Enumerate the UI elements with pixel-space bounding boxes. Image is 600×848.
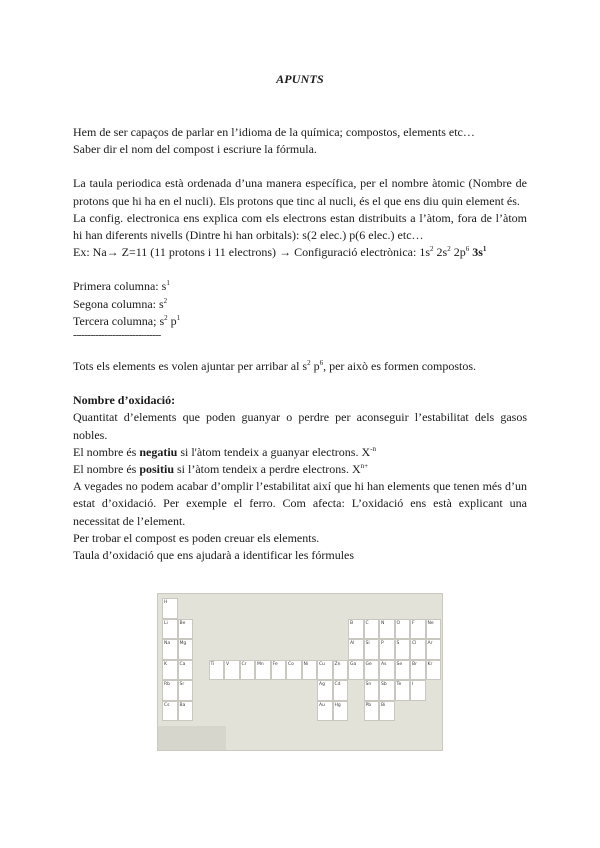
- periodic-table-paragraph: La taula periodica està ordenada d’una manera específica, per el nombre àtomic (Nombre de protons que hi ha en el nucli). Els protons que tinc al nucli, és el que ens diu quin element és.: [73, 176, 527, 208]
- element-cell: F: [410, 619, 426, 640]
- positive-line: El nombre és positiu si l’àtom tendeix a perdre electrons. $X^{n+}$: [73, 462, 369, 477]
- element-cell: As: [379, 660, 395, 681]
- element-cell: Li: [162, 619, 178, 640]
- element-cell: Be: [178, 619, 194, 640]
- element-cell: Ni: [302, 660, 318, 681]
- element-cell: N: [379, 619, 395, 640]
- element-cell: Co: [286, 660, 302, 681]
- column-3-line: Tercera columna; $s^2$ $p^1$: [73, 313, 181, 328]
- element-cell: Cr: [240, 660, 256, 681]
- element-cell: Mn: [255, 660, 271, 681]
- element-cell: Cs: [162, 701, 178, 722]
- element-cell: Kr: [426, 660, 442, 681]
- element-cell: Ag: [317, 680, 333, 701]
- element-cell: C: [364, 619, 380, 640]
- element-cell: K: [162, 660, 178, 681]
- compounds-line: Tots els elements es volen ajuntar per arribar al $s^2$ $p^6$, per això es formen compostos.: [73, 359, 477, 374]
- divider-line: -------------------------------: [73, 330, 161, 342]
- element-cell: Zn: [333, 660, 349, 681]
- element-cell: Ga: [348, 660, 364, 681]
- body-text: [73, 124, 527, 564]
- element-cell: P: [379, 639, 395, 660]
- element-cell: V: [224, 660, 240, 681]
- periodic-table-image: [157, 593, 443, 751]
- element-cell: Cu: [317, 660, 333, 681]
- element-cell: Mg: [178, 639, 194, 660]
- cross-elements-line: Per trobar el compost es poden creuar els elements.: [73, 530, 320, 545]
- element-cell: Al: [348, 639, 364, 660]
- column-1-line: Primera columna: $s^1$: [73, 279, 170, 294]
- element-cell: Ba: [178, 701, 194, 722]
- element-cell: B: [348, 619, 364, 640]
- oxidation-heading: Nombre d’oxidació:: [73, 393, 176, 408]
- element-cell: Ar: [426, 639, 442, 660]
- element-cell: Au: [317, 701, 333, 722]
- element-cell: Sn: [364, 680, 380, 701]
- element-cell: Cl: [410, 639, 426, 660]
- intro-line-2: Saber dir el nom del compost i escriure la fórmula.: [73, 142, 317, 157]
- element-cell: Si: [364, 639, 380, 660]
- element-cell: Fe: [271, 660, 287, 681]
- intro-line-1: Hem de ser capaços de parlar en l’idioma de la química; compostos, elements etc…: [73, 125, 475, 139]
- element-cell: Te: [395, 680, 411, 701]
- element-cell: Bi: [379, 701, 395, 722]
- element-cell: S: [395, 639, 411, 660]
- column-2-line: Segona columna: $s^2$: [73, 296, 168, 311]
- element-cell: Pb: [364, 701, 380, 722]
- oxidation-table-caption: Taula d’oxidació que ens ajudarà a identificar les fórmules: [73, 548, 355, 563]
- element-cell: Br: [410, 660, 426, 681]
- element-cell: Na: [162, 639, 178, 660]
- element-cell: Sr: [178, 680, 194, 701]
- element-cell: Cd: [333, 680, 349, 701]
- element-cell: Ti: [209, 660, 225, 681]
- element-cell: Ge: [364, 660, 380, 681]
- element-cell: Se: [395, 660, 411, 681]
- element-cell: I: [410, 680, 426, 701]
- example-line: Ex: Na→ Z=11 (11 protons i 11 electrons) → Configuració electrònica: $1s^2$ $2s^2$ $2p^6$ $3s^1$: [73, 245, 487, 260]
- electron-config-paragraph: La config. electronica ens explica com els electrons estan distribuits a l’àtom, fora de l’àtom hi han diferents nivells (Dintre hi han orbitals): s(2 elec.) p(6 elec.) etc…: [73, 210, 527, 243]
- element-cell: Ne: [426, 619, 442, 640]
- negative-line: El nombre és negatiu si l'àtom tendeix a guanyar electrons. $X^{-n}$: [73, 444, 376, 459]
- oxidation-definition: Quantitat d’elements que poden guanyar o perdre per aconseguir l’estabilitat dels gasos nobles.: [73, 410, 527, 442]
- element-cell: O: [395, 619, 411, 640]
- page-title: APUNTS: [276, 72, 324, 86]
- lanthanide-block: [158, 726, 226, 750]
- element-cell: Ca: [178, 660, 194, 681]
- element-cell: Sb: [379, 680, 395, 701]
- element-cell: Rb: [162, 680, 178, 701]
- multiple-states-paragraph: A vegades no podem acabar d’omplir l’estabilitat així que hi han elements que tenen més d’un estat d’oxidació. Per exemple el ferro. Com afecta: L’oxidació ens està explicant una necessitat de l’element.: [73, 479, 527, 528]
- element-cell: H: [162, 598, 178, 619]
- element-cell: Hg: [333, 701, 349, 722]
